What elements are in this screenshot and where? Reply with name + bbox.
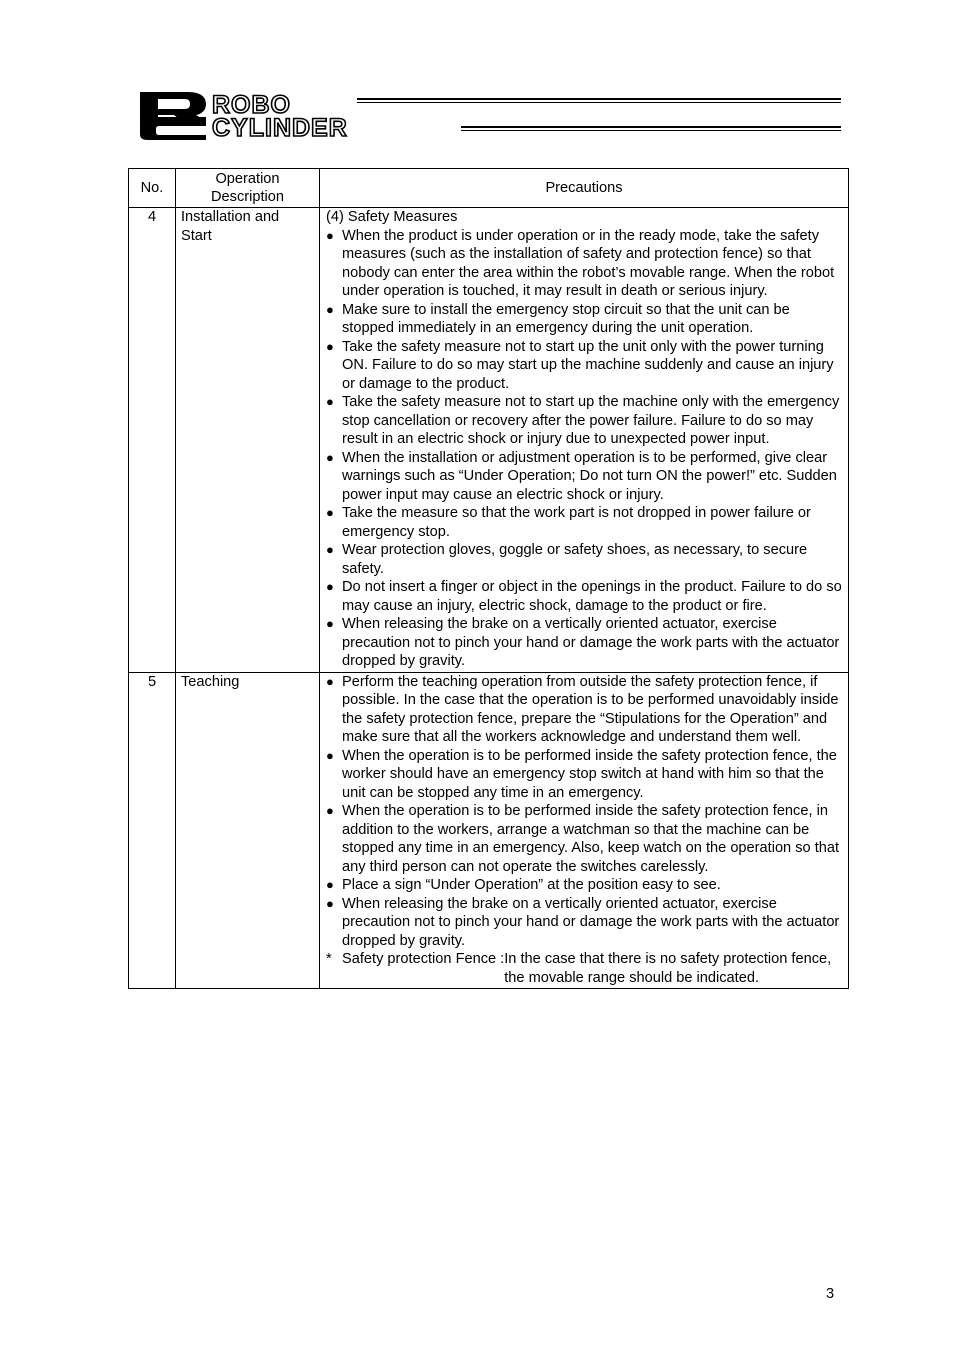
precaution-item: ● Do not insert a finger or object in the openings in the product. Failure to do so may cause an injury, electric shock, damage to the product or fire. bbox=[326, 579, 842, 614]
precaution-item: ● Perform the teaching operation from outside the safety protection fence, if possible. In the case that the operation is to be performed unavoidably inside the safety protection fence, prepare the “Stipulations for the Operation” and make sure that all the workers acknowledge and understand them well. bbox=[326, 673, 839, 745]
operation-description: Teaching bbox=[176, 672, 320, 989]
precaution-item: ● When the operation is to be performed inside the safety protection fence, in addition to the workers, arrange a watchman so that the machine can be stopped any time in an emergency. Also, keep watch on the operation so that any third person can not operate the switches carelessly. bbox=[326, 803, 840, 875]
bullet-icon: ● bbox=[326, 301, 334, 317]
precaution-item: ● Take the safety measure not to start up the machine only with the emergency stop cancellation or recovery after the power failure. Failure to do so may result in an electric shock or injury due to unexpected power input. bbox=[326, 394, 840, 447]
rc-monogram-icon bbox=[136, 90, 208, 142]
bullet-icon: ● bbox=[326, 394, 334, 409]
precaution-item: ● Wear protection gloves, goggle or safety shoes, as necessary, to secure safety. bbox=[326, 542, 808, 577]
precautions-list bbox=[326, 227, 843, 671]
bullet-icon: ● bbox=[326, 747, 334, 763]
precaution-item: ● When the operation is to be performed inside the safety protection fence, the worker should have an emergency stop switch at hand with him so that the unit can be stopped any time in an emergency. bbox=[326, 747, 837, 801]
footnote-text: In the case that there is no safety protection fence, the movable range should be indicated. bbox=[504, 951, 832, 986]
bullet-icon: ● bbox=[326, 673, 334, 689]
bullet-icon: ● bbox=[326, 616, 334, 631]
logo-word-cylinder: CYLINDER bbox=[212, 114, 348, 142]
row-number: 4 bbox=[129, 208, 176, 673]
bullet-icon: ● bbox=[326, 505, 334, 520]
fence-footnote bbox=[326, 950, 843, 987]
table-row bbox=[129, 208, 849, 673]
column-header-precautions: Precautions bbox=[320, 169, 849, 208]
precaution-item: ● When the product is under operation or in the ready mode, take the safety measures (such as the installation of safety and protection fence) so that nobody can enter the area within the robot’s movable range. When the robot under operation is touched, it may result in death or serious injury. bbox=[326, 227, 835, 299]
logo-word-robo: ROBO bbox=[212, 91, 291, 119]
precautions-table bbox=[128, 168, 849, 989]
table-row bbox=[129, 672, 849, 989]
header-rule-bottom bbox=[461, 126, 841, 131]
precaution-item: ● When releasing the brake on a vertically oriented actuator, exercise precaution not to pinch your hand or damage the work parts with the actuator dropped by gravity. bbox=[326, 895, 840, 949]
precaution-item: ● When releasing the brake on a vertically oriented actuator, exercise precaution not to pinch your hand or damage the work parts with the actuator dropped by gravity. bbox=[326, 616, 840, 669]
bullet-icon: ● bbox=[326, 338, 334, 354]
precaution-item: ● Make sure to install the emergency stop circuit so that the unit can be stopped immediately in an emergency during the unit operation. bbox=[326, 301, 790, 336]
header-rule-top bbox=[357, 98, 841, 103]
asterisk-icon: * bbox=[326, 951, 332, 967]
operation-description: Installation and Start bbox=[176, 208, 320, 673]
table-header-row bbox=[129, 169, 849, 208]
bullet-icon: ● bbox=[326, 579, 334, 594]
bullet-icon: ● bbox=[326, 803, 334, 818]
robo-cylinder-logo bbox=[136, 90, 841, 142]
row-number: 5 bbox=[129, 672, 176, 989]
precautions-subheading: (4) Safety Measures bbox=[326, 209, 458, 225]
footnote-label: Safety protection Fence : bbox=[342, 951, 505, 967]
bullet-icon: ● bbox=[326, 449, 334, 465]
precaution-item: ● Place a sign “Under Operation” at the position easy to see. bbox=[326, 877, 721, 893]
bullet-icon: ● bbox=[326, 877, 334, 892]
bullet-icon: ● bbox=[326, 227, 334, 243]
precautions-cell bbox=[320, 208, 849, 673]
page-number: 3 bbox=[826, 1286, 835, 1302]
column-header-operation: Operation Description bbox=[176, 169, 320, 208]
precaution-item: ● When the installation or adjustment operation is to be performed, give clear warnings such as “Under Operation; Do not turn ON the power!” etc. Sudden power input may cause an electric shock or injury. bbox=[326, 449, 837, 503]
precautions-list bbox=[326, 673, 843, 951]
column-header-no: No. bbox=[129, 169, 176, 208]
precaution-item: ● Take the measure so that the work part is not dropped in power failure or emergency stop. bbox=[326, 505, 811, 540]
precautions-cell bbox=[320, 672, 849, 989]
bullet-icon: ● bbox=[326, 895, 334, 911]
precaution-item: ● Take the safety measure not to start up the unit only with the power turning ON. Failure to do so may start up the machine suddenly and cause an injury or damage to the product. bbox=[326, 338, 834, 392]
bullet-icon: ● bbox=[326, 542, 334, 557]
